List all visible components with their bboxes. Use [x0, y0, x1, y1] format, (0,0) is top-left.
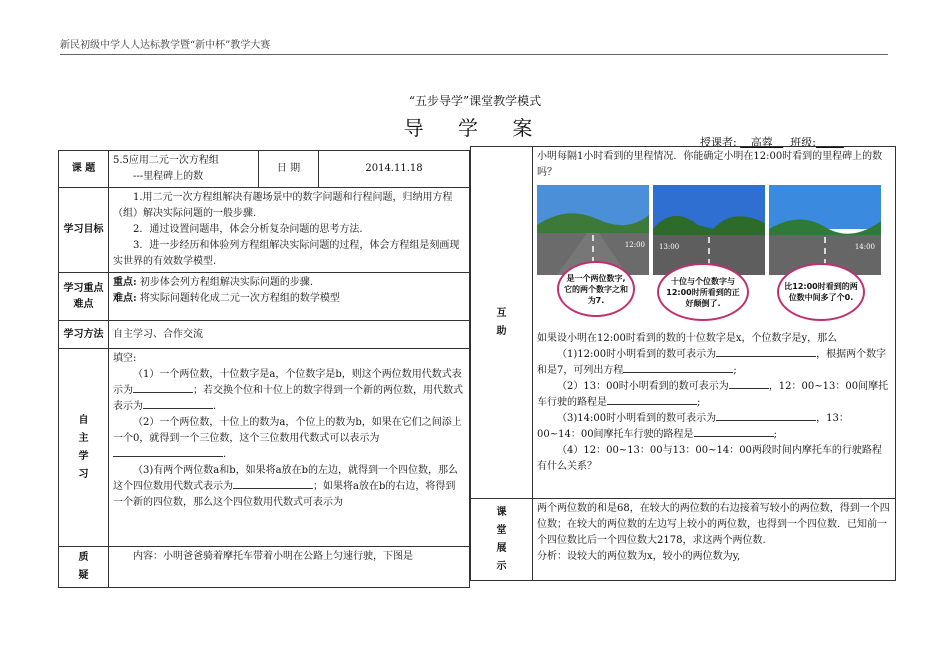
- date-label: 日 期: [259, 151, 319, 188]
- speech-bubble-2: 十位与个位数字与12:00时所看到的正好颠倒了.: [657, 263, 749, 321]
- page-header: 新民初级中学人人达标教学暨“新中杯”教学大赛: [60, 40, 271, 51]
- milestone-photos: [537, 185, 891, 325]
- right-table: [470, 146, 896, 581]
- left-table: [58, 150, 470, 588]
- time-label-3: 14:00: [854, 243, 875, 251]
- main-title: 导 学 案: [403, 116, 547, 140]
- teacher-label: 授课者:: [700, 136, 737, 149]
- method-content: 自主学习、合作交流: [109, 321, 470, 349]
- interact-label: 互助: [471, 147, 533, 499]
- teacher-name: 高蓉: [750, 136, 773, 149]
- speech-bubble-1: 是一个两位数字,它的两个数字之和为7.: [557, 261, 635, 317]
- goal-content: 1.用二元一次方程组解决有趣场景中的数字问题和行程问题，归纳用方程（组）解决实际问题的一般步骤. 2．通过设置问题串，体会分析复杂问题的思考方法. 3．进一步经历和体验列方程组解决实际问题的过程，体会方程组是刻画现实世界的有效数学模型.: [109, 188, 470, 273]
- key-content: 重点: 初步体会列方程组解决实际问题的步骤. 难点: 将实际问题转化成二元一次方程组的数学模型: [109, 273, 470, 321]
- self-label: 自主学习: [59, 349, 109, 547]
- method-label: 学习方法: [59, 321, 109, 349]
- goal-label: 学习目标: [59, 188, 109, 273]
- interact-content: 小明每隔1小时看到的里程情况．你能确定小明在12:00时看到的里程碑上的数吗？ 12:00 13:00 14:00 是一个两位数字,它的两个数字之和为7. 十位与个位数字与12:00时所看到的正好颠倒了. 比12:00时看到的两位数中间多了个0. 如果设小明在12:00时看到的数的十位数字是x，个位数字是y，那么 （1)12:00时小明看到的数可表示为 ，根据两个数字和是7，可列出方程 ; （2）13：00时小明看到的数可表示为 ，12：00~13：00间摩托车行驶的路程是 ; （3)14:00时小明看到的数可表示为 ，13：00~14：00间摩托车行驶的路程是 ; （4）12：00~13：00与13：00~14：00两段时间内摩托车的行驶路程有什么关系？: [533, 147, 896, 499]
- key-label: 学习重点难点: [59, 273, 109, 321]
- time-label-1: 12:00: [624, 241, 645, 249]
- header-rule: [60, 54, 888, 55]
- doubt-content: 内容：小明爸爸骑着摩托车带着小明在公路上匀速行驶，下图是: [109, 547, 470, 588]
- road-photo-2: [653, 185, 765, 275]
- date-value: 2014.11.18: [319, 151, 470, 188]
- road-photo-3: [769, 185, 881, 275]
- mode-title: “五步导学”课堂教学模式: [408, 94, 542, 108]
- show-content: 两个两位数的和是68，在较大的两位数的右边接着写较小的两位数，得到一个四位数；在较大的两位数的左边写上较小的两位数，也得到一个四位数．已知前一个四位数比后一个四位数大2178，求这两个两位数. 分析：设较大的两位数为x，较小的两位数为y,: [533, 499, 896, 581]
- time-label-2: 13:00: [659, 243, 680, 251]
- class-label: 班级:: [790, 136, 816, 149]
- self-content: 填空: （1）一个两位数，十位数字是a，个位数字是b，则这个两位数用代数式表示为 ；若交换个位和十位上的数字得到一个新的两位数，用代数式表示为 . （2）一个两位数，十位上的数为a，个位上的数为b，如果在它们之间添上一个0，就得到一个三位数，这个三位数用代数式可以表示为. （3)有两个两位数a和b，如果将a放在b的左边，就得到一个四位数，那么这个四位数用代数式表示为 ；如果将a放在b的右边，将得到一个新的四位数，那么这个四位数用代数式可表示为: [109, 349, 470, 547]
- topic-value: 5.5应用二元一次方程组 ---里程碑上的数: [109, 151, 259, 188]
- topic-label: 课 题: [59, 151, 109, 188]
- show-label: 课堂展示: [471, 499, 533, 581]
- speech-bubble-3: 比12:00时看到的两位数中间多了个0.: [777, 263, 865, 321]
- doubt-label: 质疑: [59, 547, 109, 588]
